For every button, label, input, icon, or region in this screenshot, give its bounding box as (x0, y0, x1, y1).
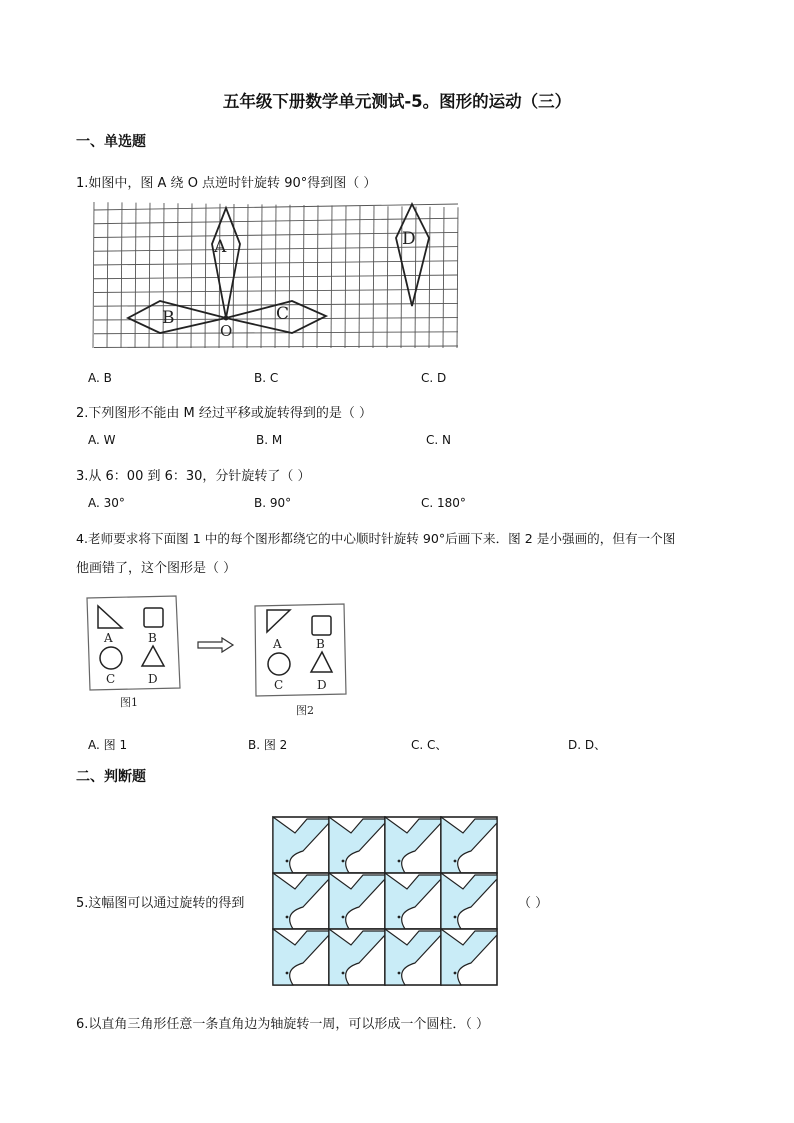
q3-option-a[interactable]: A. 30° (88, 496, 125, 510)
q3-option-c[interactable]: C. 180° (421, 496, 466, 510)
q4-fig2-caption: 图2 (296, 704, 314, 717)
q4-fig1-caption: 图1 (120, 696, 138, 709)
tile-1-3 (441, 873, 497, 929)
tile-1-0 (273, 873, 329, 929)
tile-2-0 (273, 929, 329, 985)
tile-0-0 (273, 817, 329, 873)
q2-option-c[interactable]: C. N (426, 433, 451, 447)
q5-answer-blank[interactable]: （ ） (518, 896, 549, 911)
q1-label-o: O (220, 322, 233, 340)
q4-fig1-label-a: A (104, 631, 113, 645)
q4-fig1-label-b: B (148, 631, 157, 645)
q4-fig2-label-c: C (274, 678, 284, 692)
q4-fig1-label-c: C (106, 672, 116, 686)
q4-fig2-label-b: B (316, 637, 325, 651)
q1-label-c: C (276, 304, 290, 324)
tile-2-2 (385, 929, 441, 985)
q4-fig1-label-d: D (148, 672, 158, 686)
q4-option-a[interactable]: A. 图 1 (88, 738, 128, 752)
page-title: 五年级下册数学单元测试-5。图形的运动（三） (222, 92, 572, 111)
q1-option-a[interactable]: A. B (88, 371, 112, 385)
question-6-text: 6.以直角三角形任意一条直角边为轴旋转一周，可以形成一个圆柱．（ ） (76, 1017, 490, 1032)
q1-label-b: B (162, 308, 175, 328)
section-heading-single-choice: 一、单选题 (76, 134, 146, 150)
q1-shape-a (212, 208, 240, 318)
q2-option-a[interactable]: A. W (88, 433, 116, 447)
tile-2-3 (441, 929, 497, 985)
tile-1-1 (329, 873, 385, 929)
q1-label-d: D (402, 229, 416, 249)
q2-option-b[interactable]: B. M (256, 433, 283, 447)
tile-0-2 (385, 817, 441, 873)
tile-1-2 (385, 873, 441, 929)
section-heading-true-false: 二、判断题 (76, 769, 146, 785)
q4-option-b[interactable]: B. 图 2 (248, 738, 288, 752)
question-3-text: 3.从 6：00 到 6：30，分针旋转了（ ） (76, 469, 311, 484)
q4-fig2-label-a: A (273, 637, 282, 651)
q4-arrow (196, 637, 236, 653)
tile-2-1 (329, 929, 385, 985)
question-2-text: 2.下列图形不能由 M 经过平移或旋转得到的是（ ） (76, 406, 373, 421)
q5-tile-pattern (272, 816, 498, 986)
question-4-text-line2: 他画错了，这个图形是（ ） (76, 561, 237, 576)
q4-option-c[interactable]: C. C、 (411, 738, 448, 752)
q4-figure-1 (84, 594, 194, 714)
q4-figure-2 (252, 602, 352, 720)
q4-fig2-label-d: D (317, 678, 327, 692)
q1-grid-figure (92, 200, 467, 356)
tile-0-1 (329, 817, 385, 873)
q3-option-b[interactable]: B. 90° (254, 496, 292, 510)
q1-option-b[interactable]: B. C (254, 371, 279, 385)
q1-option-c[interactable]: C. D (421, 371, 447, 385)
q4-option-d[interactable]: D. D、 (568, 738, 607, 752)
question-5-text: 5.这幅图可以通过旋转的得到 (76, 896, 245, 911)
question-4-text-line1: 4.老师要求将下面图 1 中的每个图形都绕它的中心顺时针旋转 90°后画下来．图 2 是小强画的，但有一个图 (76, 531, 676, 546)
question-1-text: 1.如图中，图 A 绕 O 点逆时针旋转 90°得到图（ ） (76, 176, 377, 191)
q1-label-a: A (214, 237, 227, 257)
tile-0-3 (441, 817, 497, 873)
